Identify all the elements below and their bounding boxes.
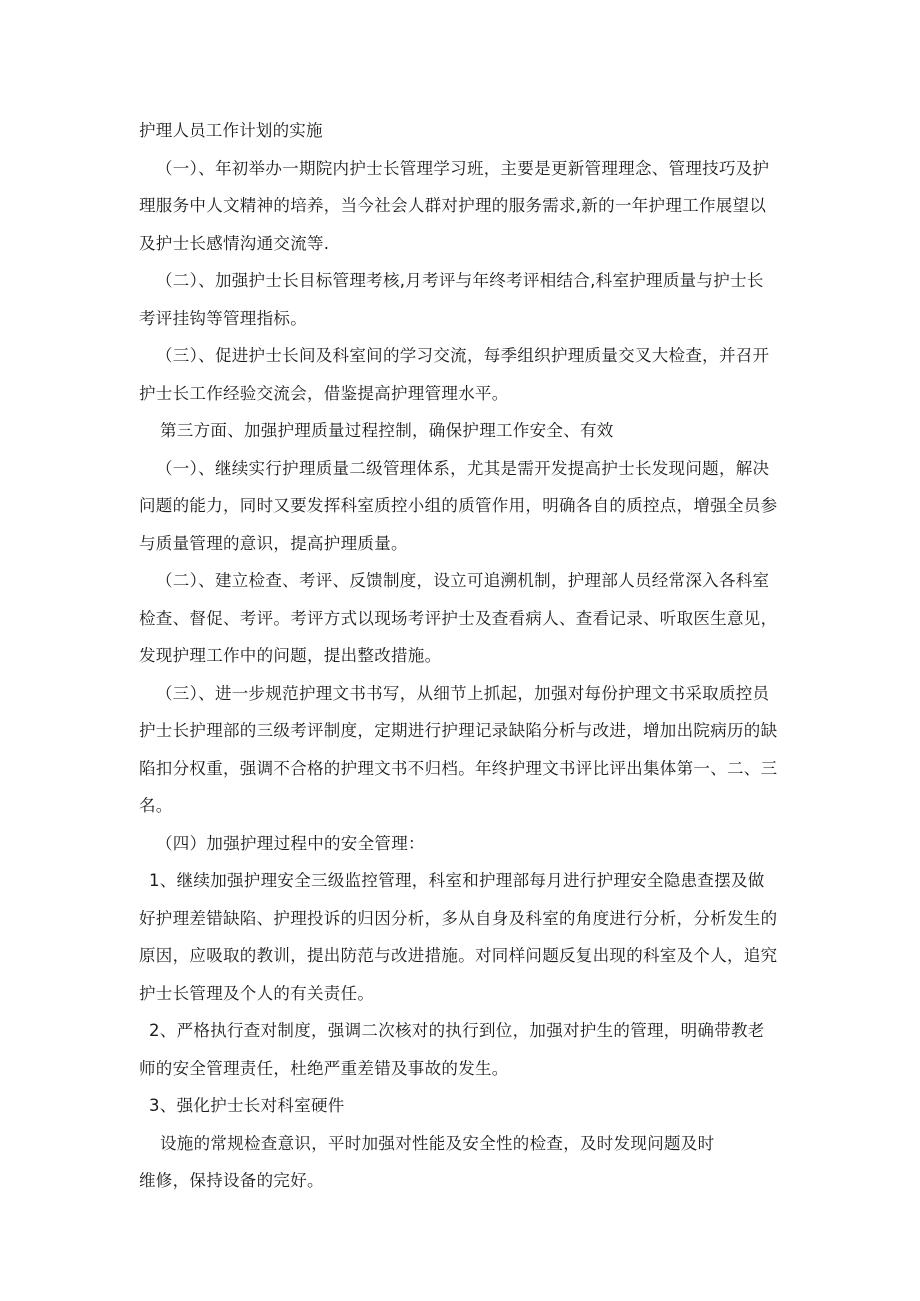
paragraph-line: 护士长管理及个人的有关责任。 [139,983,375,1003]
paragraph-line: 名。 [139,796,173,815]
paragraph-line: 发现护理工作中的问题，提出整改措施。 [139,646,442,665]
paragraph-line: 护士长工作经验交流会，借鉴提高护理管理水平。 [139,383,509,403]
paragraph-line: 师的安全管理责任，杜绝严重差错及事故的发生。 [139,1058,509,1078]
paragraph-line: （三）、促进护士长间及科室间的学习交流，每季组织护理质量交叉大检查，并召开 [156,346,770,365]
paragraph-line: 陷扣分权重，强调不合格的护理文书不归档。年终护理文书评比评出集体第一、二、三 [139,758,778,778]
paragraph-line: 检查、督促、考评。考评方式以现场考评护士及查看病人、查看记录、听取医生意见， [139,608,778,628]
subsection-heading: （四）加强护理过程中的安全管理： [156,833,425,853]
paragraph-line: 及护士长感情沟通交流等. [139,233,330,253]
paragraph-line: 维修，保持设备的完好。 [139,1171,324,1190]
paragraph-line: 设施的常规检查意识，平时加强对性能及安全性的检查，及时发现问题及时 [160,1133,715,1153]
paragraph-line: 3、强化护士长对科室硬件 [149,1096,345,1115]
paragraph-line: （二）、建立检查、考评、反馈制度，设立可追溯机制，护理部人员经常深入各科室 [156,571,770,590]
paragraph-line: （一）、继续实行护理质量二级管理体系，尤其是需开发提高护士长发现问题，解决 [156,458,770,478]
paragraph-line: 理服务中人文精神的培养，当今社会人群对护理的服务需求,新的一年护理工作展望以 [139,196,767,215]
paragraph-line: 与质量管理的意识，提高护理质量。 [139,533,408,553]
paragraph-line: 原因，应吸取的教训，提出防范与改进措施。对同样问题反复出现的科室及个人，追究 [139,946,778,965]
paragraph-line: 问题的能力，同时又要发挥科室质控小组的质管作用，明确各自的质控点，增强全员参 [139,496,778,515]
paragraph-line: 考评挂钩等管理指标。 [139,308,307,328]
paragraph-line: 护士长护理部的三级考评制度，定期进行护理记录缺陷分析与改进，增加出院病历的缺 [139,721,778,740]
section-heading: 第三方面、加强护理质量过程控制，确保护理工作安全、有效 [160,421,614,440]
paragraph-line: 2、严格执行查对制度，强调二次核对的执行到位，加强对护生的管理，明确带教老 [149,1021,765,1040]
paragraph-line: 1、继续加强护理安全三级监控管理，科室和护理部每月进行护理安全隐患查摆及做 [149,871,765,890]
paragraph-line: （一）、年初举办一期院内护士长管理学习班，主要是更新管理理念、管理技巧及护 [156,158,770,178]
paragraph-line: （二）、加强护士长目标管理考核,月考评与年终考评相结合,科室护理质量与护士长 [156,271,764,290]
document-title: 护理人员工作计划的实施 [139,121,323,140]
paragraph-line: 好护理差错缺陷、护理投诉的归因分析，多从自身及科室的角度进行分析，分析发生的 [139,908,778,928]
paragraph-line: （三）、进一步规范护理文书书写，从细节上抓起，加强对每份护理文书采取质控员 [156,683,770,703]
